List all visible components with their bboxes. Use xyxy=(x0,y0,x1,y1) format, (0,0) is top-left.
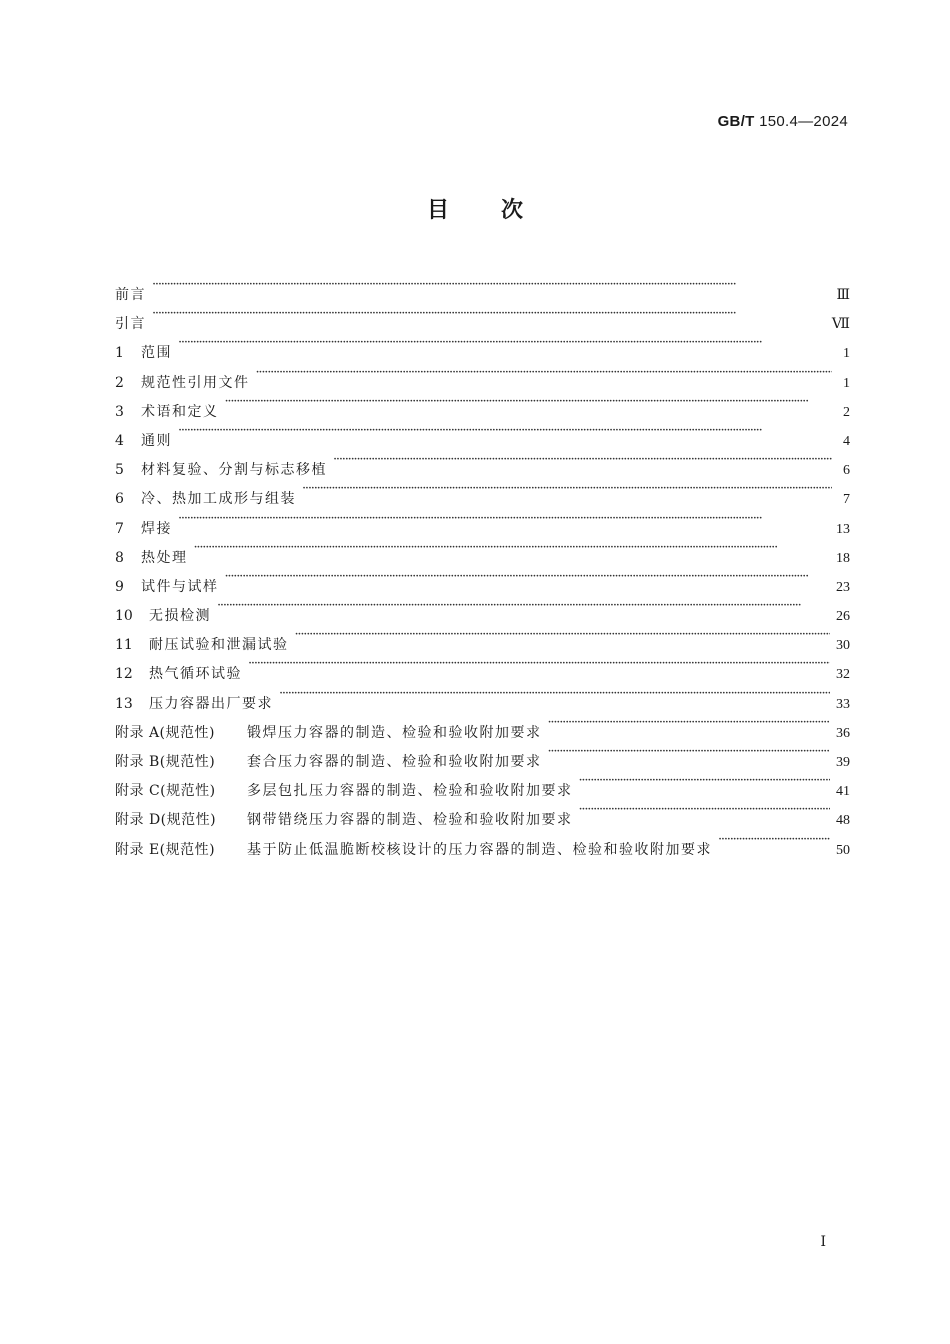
toc-entry-label: 基于防止低温脆断校核设计的压力容器的制造、检验和验收附加要求 xyxy=(247,841,712,858)
toc-leader-dots xyxy=(256,358,833,387)
toc-entry-number: 9 xyxy=(115,578,124,595)
toc-leader-dots xyxy=(718,825,830,854)
toc-leader-dots xyxy=(548,737,831,766)
standard-code xyxy=(718,113,848,130)
toc-entry-annex-label: 附录 A(规范性) xyxy=(115,724,215,741)
toc-entry-number: 11 xyxy=(115,637,133,654)
toc-entry-page: 23 xyxy=(836,579,850,595)
page-title xyxy=(0,193,950,224)
toc-entry-label: 热处理 xyxy=(141,549,188,566)
toc-leader-dots xyxy=(152,299,826,328)
toc-leader-dots xyxy=(178,416,832,445)
toc-leader-dots xyxy=(295,620,831,649)
toc-entry-section-3[interactable] xyxy=(115,387,850,420)
toc-entry-page: Ⅲ xyxy=(836,288,850,303)
toc-entry-page: 6 xyxy=(843,463,850,479)
toc-entry-section-9[interactable] xyxy=(115,562,850,595)
toc-entry-page: Ⅶ xyxy=(831,317,850,333)
toc-entry-page: 48 xyxy=(836,813,850,829)
toc-entry-number: 5 xyxy=(115,462,124,479)
toc-entry-number: 2 xyxy=(115,374,124,391)
standard-number: 150.4—2024 xyxy=(759,113,848,130)
page-folio: Ⅰ xyxy=(820,1235,826,1250)
toc-entry-page: 41 xyxy=(836,784,850,800)
toc-leader-dots xyxy=(178,504,830,533)
toc-entry-label: 耐压试验和泄漏试验 xyxy=(149,637,289,654)
toc-entry-foreword[interactable] xyxy=(115,270,850,303)
standard-prefix: GB/T xyxy=(717,113,755,130)
toc-entry-annex-label: 附录 D(规范性) xyxy=(115,812,217,829)
toc-entry-page: 18 xyxy=(836,550,850,566)
toc-entry-section-1[interactable] xyxy=(115,328,850,362)
toc-entry-page: 7 xyxy=(843,492,850,508)
toc-entry-label: 压力容器出厂要求 xyxy=(149,695,273,712)
toc-entry-annex-label: 附录 C(规范性) xyxy=(115,783,216,800)
toc-entry-number: 8 xyxy=(115,549,124,566)
toc-entry-number: 1 xyxy=(115,345,124,362)
toc-entry-page: 36 xyxy=(836,725,850,741)
toc-entry-number: 10 xyxy=(115,608,133,625)
toc-entry-page: 33 xyxy=(836,696,850,712)
toc-entry-label: 多层包扎压力容器的制造、检验和验收附加要求 xyxy=(247,783,573,800)
toc-entry-page: 1 xyxy=(843,346,850,362)
toc-leader-dots xyxy=(178,328,832,357)
toc-leader-dots xyxy=(302,474,832,503)
toc-leader-dots xyxy=(279,679,830,708)
toc-entry-label: 试件与试样 xyxy=(141,578,219,595)
toc-entry-section-11[interactable] xyxy=(115,620,850,654)
toc-entry-label: 焊接 xyxy=(141,520,172,537)
toc-leader-dots xyxy=(333,445,832,474)
page-title-char-2: 次 xyxy=(501,198,524,223)
toc-entry-section-4[interactable] xyxy=(115,416,850,449)
toc-entry-label: 术语和定义 xyxy=(141,403,219,420)
toc-entry-section-10[interactable] xyxy=(115,591,850,625)
toc-entry-page: 50 xyxy=(836,842,850,858)
toc-leader-dots xyxy=(152,270,830,299)
toc-entry-label: 通则 xyxy=(141,432,172,449)
toc-entry-page: 30 xyxy=(836,638,850,654)
toc-entry-number: 13 xyxy=(115,695,133,712)
toc-entry-label: 热气循环试验 xyxy=(149,666,242,683)
toc-entry-number: 3 xyxy=(115,403,124,420)
toc-entry-label: 材料复验、分割与标志移植 xyxy=(141,462,327,479)
toc-leader-dots xyxy=(579,766,831,795)
toc-leader-dots xyxy=(225,562,831,591)
toc-entry-number: 4 xyxy=(115,432,124,449)
toc-entry-page: 1 xyxy=(843,375,850,391)
toc-entry-annex-label: 附录 E(规范性) xyxy=(115,841,216,858)
page-title-char-1: 目 xyxy=(426,198,449,223)
toc-entry-section-7[interactable] xyxy=(115,504,850,537)
toc-entry-annex-label: 附录 B(规范性) xyxy=(115,754,216,770)
toc-entry-introduction[interactable] xyxy=(115,299,850,333)
toc-entry-label: 引言 xyxy=(115,316,146,333)
toc-entry-number: 12 xyxy=(115,666,133,683)
toc-entry-section-2[interactable] xyxy=(115,358,850,391)
toc-leader-dots xyxy=(194,533,831,562)
toc-entry-label: 锻焊压力容器的制造、检验和验收附加要求 xyxy=(247,724,542,741)
toc-entry-page: 32 xyxy=(836,667,850,683)
toc-entry-label: 套合压力容器的制造、检验和验收附加要求 xyxy=(247,754,542,770)
toc-entry-page: 13 xyxy=(836,521,850,537)
toc-entry-number: 7 xyxy=(115,520,124,537)
toc-entry-label: 钢带错绕压力容器的制造、检验和验收附加要求 xyxy=(247,812,573,829)
toc-leader-dots xyxy=(217,591,830,620)
toc-entry-label: 规范性引用文件 xyxy=(141,374,250,391)
toc-entry-label: 范围 xyxy=(141,345,172,362)
toc-entry-page: 2 xyxy=(843,404,850,420)
toc-entry-number: 6 xyxy=(115,491,124,508)
toc-entry-page: 4 xyxy=(843,433,850,449)
toc-leader-dots xyxy=(579,795,831,824)
toc-leader-dots xyxy=(248,649,830,678)
toc-entry-page: 39 xyxy=(836,755,850,770)
toc-entry-label: 前言 xyxy=(115,287,146,303)
toc-entry-page: 26 xyxy=(836,609,850,625)
toc-leader-dots xyxy=(225,387,833,416)
table-of-contents xyxy=(115,270,850,858)
toc-entry-section-8[interactable] xyxy=(115,533,850,566)
toc-entry-section-5[interactable] xyxy=(115,445,850,479)
toc-leader-dots xyxy=(548,708,831,737)
toc-entry-label: 无损检测 xyxy=(149,608,211,625)
toc-entry-label: 冷、热加工成形与组装 xyxy=(141,491,296,508)
